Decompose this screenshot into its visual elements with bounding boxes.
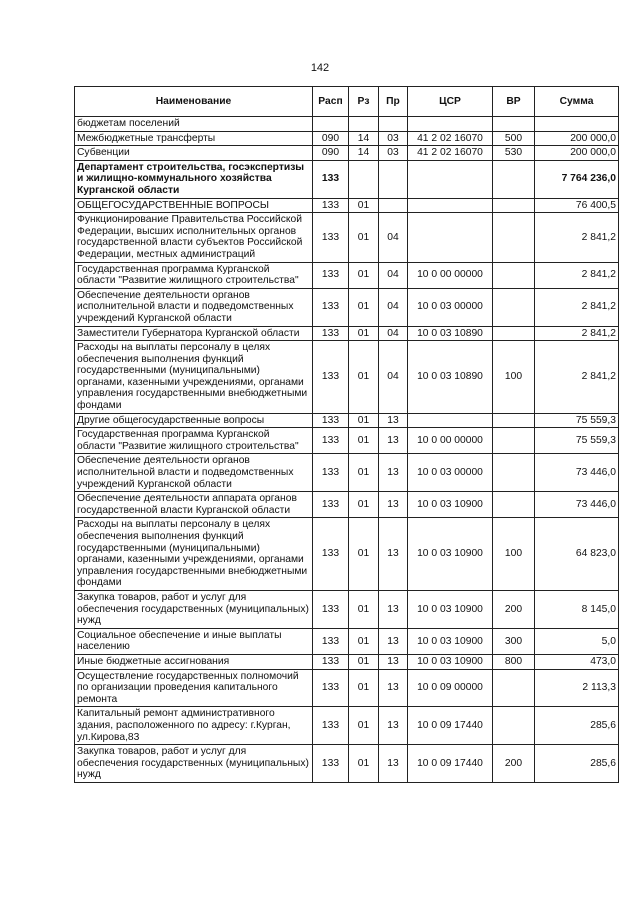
cell-vr: 100: [493, 518, 535, 591]
cell-vr: [493, 198, 535, 213]
cell-name: Другие общегосударственные вопросы: [75, 413, 313, 428]
cell-sum: 75 559,3: [535, 428, 619, 454]
cell-name: Межбюджетные трансферты: [75, 131, 313, 146]
cell-name: Обеспечение деятельности аппарата органов государственной власти Курганской области: [75, 492, 313, 518]
cell-pr: 13: [379, 707, 408, 745]
cell-csr: 10 0 00 00000: [408, 428, 493, 454]
cell-pr: 13: [379, 454, 408, 492]
cell-name: Государственная программа Курганской области "Развитие жилищного строительства": [75, 262, 313, 288]
cell-sum: 2 113,3: [535, 669, 619, 707]
cell-sum: 2 841,2: [535, 213, 619, 262]
cell-name: Государственная программа Курганской области "Развитие жилищного строительства": [75, 428, 313, 454]
cell-rz: 01: [349, 492, 379, 518]
cell-name: Департамент строительства, госэкспертизы и жилищно-коммунального хозяйства Курганской области: [75, 160, 313, 198]
header-pr: Пр: [379, 87, 408, 117]
cell-rasp: 133: [313, 518, 349, 591]
cell-pr: 13: [379, 669, 408, 707]
cell-rz: 01: [349, 628, 379, 654]
table-row: [75, 669, 619, 707]
table-row: [75, 745, 619, 783]
cell-sum: 2 841,2: [535, 262, 619, 288]
header-vr: ВР: [493, 87, 535, 117]
header-rz: Рз: [349, 87, 379, 117]
cell-name: Обеспечение деятельности органов исполнительной власти и подведомственных учреждений Курганской области: [75, 454, 313, 492]
cell-pr: [379, 117, 408, 132]
cell-rz: 14: [349, 146, 379, 161]
table-row: [75, 326, 619, 341]
cell-rasp: 133: [313, 213, 349, 262]
cell-rz: 01: [349, 454, 379, 492]
cell-csr: 10 0 09 17440: [408, 745, 493, 783]
cell-pr: [379, 198, 408, 213]
cell-rasp: 133: [313, 262, 349, 288]
cell-name: Социальное обеспечение и иные выплаты населению: [75, 628, 313, 654]
cell-pr: 04: [379, 341, 408, 414]
cell-sum: 73 446,0: [535, 492, 619, 518]
cell-sum: 64 823,0: [535, 518, 619, 591]
cell-rasp: 133: [313, 160, 349, 198]
cell-rz: 01: [349, 326, 379, 341]
cell-sum: 8 145,0: [535, 590, 619, 628]
cell-name: Заместители Губернатора Курганской области: [75, 326, 313, 341]
cell-rz: 14: [349, 131, 379, 146]
table-row: [75, 590, 619, 628]
cell-rasp: 133: [313, 454, 349, 492]
cell-csr: 10 0 03 10900: [408, 590, 493, 628]
cell-sum: 75 559,3: [535, 413, 619, 428]
cell-sum: 7 764 236,0: [535, 160, 619, 198]
cell-rasp: 133: [313, 492, 349, 518]
cell-name: Функционирование Правительства Российской Федерации, высших исполнительных органов государственной власти субъектов Российской Федерации, местных администраций: [75, 213, 313, 262]
table-row: [75, 213, 619, 262]
cell-rz: 01: [349, 213, 379, 262]
table-row: [75, 262, 619, 288]
cell-csr: 10 0 03 10900: [408, 492, 493, 518]
cell-name: Расходы на выплаты персоналу в целях обеспечения выполнения функций государственными (муниципальными) органами, казенными учреждениями, органами управления государственными внебюджетными фондами: [75, 341, 313, 414]
cell-pr: 04: [379, 213, 408, 262]
cell-name: Расходы на выплаты персоналу в целях обеспечения выполнения функций государственными (муниципальными) органами, казенными учреждениями, органами управления государственными внебюджетными фондами: [75, 518, 313, 591]
cell-pr: 04: [379, 326, 408, 341]
cell-rz: 01: [349, 654, 379, 669]
header-rasp: Расп: [313, 87, 349, 117]
table-row: [75, 131, 619, 146]
cell-vr: [493, 454, 535, 492]
cell-rz: 01: [349, 341, 379, 414]
table-row: [75, 160, 619, 198]
cell-csr: [408, 198, 493, 213]
cell-vr: 100: [493, 341, 535, 414]
cell-vr: 530: [493, 146, 535, 161]
cell-rasp: 133: [313, 654, 349, 669]
cell-csr: 10 0 03 00000: [408, 288, 493, 326]
table-row: [75, 428, 619, 454]
cell-pr: 03: [379, 146, 408, 161]
cell-name: бюджетам поселений: [75, 117, 313, 132]
cell-rasp: 133: [313, 326, 349, 341]
cell-rz: 01: [349, 198, 379, 213]
cell-vr: [493, 160, 535, 198]
budget-table: [74, 86, 619, 783]
cell-pr: 13: [379, 492, 408, 518]
cell-rz: 01: [349, 288, 379, 326]
table-row: [75, 341, 619, 414]
cell-vr: 800: [493, 654, 535, 669]
cell-pr: 13: [379, 628, 408, 654]
cell-vr: 200: [493, 590, 535, 628]
table-row: [75, 654, 619, 669]
cell-rasp: 133: [313, 341, 349, 414]
cell-rz: 01: [349, 262, 379, 288]
table-row: [75, 288, 619, 326]
cell-csr: 10 0 09 00000: [408, 669, 493, 707]
cell-vr: [493, 413, 535, 428]
cell-vr: [493, 669, 535, 707]
cell-pr: 13: [379, 745, 408, 783]
cell-name: Осуществление государственных полномочий по организации проведения капитального ремонта: [75, 669, 313, 707]
cell-rz: [349, 160, 379, 198]
cell-sum: 5,0: [535, 628, 619, 654]
table-row: [75, 454, 619, 492]
cell-rz: 01: [349, 745, 379, 783]
cell-rasp: 133: [313, 590, 349, 628]
cell-sum: 73 446,0: [535, 454, 619, 492]
cell-sum: 285,6: [535, 707, 619, 745]
table-header-row: [75, 87, 619, 117]
cell-rz: 01: [349, 428, 379, 454]
cell-csr: 10 0 03 10900: [408, 654, 493, 669]
cell-name: Закупка товаров, работ и услуг для обеспечения государственных (муниципальных) нужд: [75, 590, 313, 628]
cell-rasp: 133: [313, 745, 349, 783]
cell-vr: 300: [493, 628, 535, 654]
cell-pr: 13: [379, 654, 408, 669]
cell-rasp: 133: [313, 669, 349, 707]
cell-vr: [493, 117, 535, 132]
cell-vr: [493, 262, 535, 288]
cell-rasp: 090: [313, 146, 349, 161]
cell-name: Субвенции: [75, 146, 313, 161]
cell-rasp: 133: [313, 413, 349, 428]
table-row: [75, 628, 619, 654]
cell-vr: [493, 288, 535, 326]
cell-pr: [379, 160, 408, 198]
cell-pr: 04: [379, 288, 408, 326]
cell-rasp: 133: [313, 628, 349, 654]
cell-vr: [493, 213, 535, 262]
cell-csr: 10 0 03 00000: [408, 454, 493, 492]
cell-vr: [493, 707, 535, 745]
cell-pr: 13: [379, 590, 408, 628]
cell-vr: 200: [493, 745, 535, 783]
cell-vr: [493, 492, 535, 518]
cell-rasp: 133: [313, 428, 349, 454]
cell-vr: [493, 326, 535, 341]
cell-sum: 200 000,0: [535, 146, 619, 161]
cell-csr: 10 0 03 10900: [408, 518, 493, 591]
cell-csr: [408, 160, 493, 198]
cell-csr: 41 2 02 16070: [408, 131, 493, 146]
cell-csr: 10 0 00 00000: [408, 262, 493, 288]
cell-rasp: 133: [313, 707, 349, 745]
header-csr: ЦСР: [408, 87, 493, 117]
page-number: 142: [310, 62, 330, 74]
cell-sum: 473,0: [535, 654, 619, 669]
table-row: [75, 198, 619, 213]
cell-sum: 285,6: [535, 745, 619, 783]
table-body: [75, 117, 619, 783]
cell-pr: 13: [379, 413, 408, 428]
cell-pr: 03: [379, 131, 408, 146]
cell-csr: [408, 413, 493, 428]
cell-name: ОБЩЕГОСУДАРСТВЕННЫЕ ВОПРОСЫ: [75, 198, 313, 213]
cell-pr: 04: [379, 262, 408, 288]
cell-rasp: 090: [313, 131, 349, 146]
table-row: [75, 707, 619, 745]
cell-rasp: 133: [313, 288, 349, 326]
cell-csr: 41 2 02 16070: [408, 146, 493, 161]
cell-csr: 10 0 09 17440: [408, 707, 493, 745]
cell-rz: 01: [349, 707, 379, 745]
cell-csr: 10 0 03 10890: [408, 341, 493, 414]
cell-sum: 200 000,0: [535, 131, 619, 146]
cell-csr: 10 0 03 10890: [408, 326, 493, 341]
cell-rz: [349, 117, 379, 132]
cell-rz: 01: [349, 590, 379, 628]
cell-name: Капитальный ремонт административного здания, расположенного по адресу: г.Курган, ул.Кирова,83: [75, 707, 313, 745]
cell-rasp: 133: [313, 198, 349, 213]
table-row: [75, 146, 619, 161]
cell-csr: [408, 117, 493, 132]
cell-rz: 01: [349, 413, 379, 428]
header-name: Наименование: [75, 87, 313, 117]
cell-vr: [493, 428, 535, 454]
cell-sum: 76 400,5: [535, 198, 619, 213]
cell-sum: 2 841,2: [535, 288, 619, 326]
header-sum: Сумма: [535, 87, 619, 117]
cell-pr: 13: [379, 518, 408, 591]
cell-name: Иные бюджетные ассигнования: [75, 654, 313, 669]
cell-sum: 2 841,2: [535, 326, 619, 341]
cell-sum: 2 841,2: [535, 341, 619, 414]
table-row: [75, 117, 619, 132]
cell-csr: 10 0 03 10900: [408, 628, 493, 654]
cell-rz: 01: [349, 669, 379, 707]
cell-sum: [535, 117, 619, 132]
cell-csr: [408, 213, 493, 262]
cell-name: Закупка товаров, работ и услуг для обеспечения государственных (муниципальных) нужд: [75, 745, 313, 783]
cell-rz: 01: [349, 518, 379, 591]
table-row: [75, 413, 619, 428]
cell-rasp: [313, 117, 349, 132]
table-row: [75, 492, 619, 518]
table-row: [75, 518, 619, 591]
cell-pr: 13: [379, 428, 408, 454]
cell-name: Обеспечение деятельности органов исполнительной власти и подведомственных учреждений Курганской области: [75, 288, 313, 326]
cell-vr: 500: [493, 131, 535, 146]
